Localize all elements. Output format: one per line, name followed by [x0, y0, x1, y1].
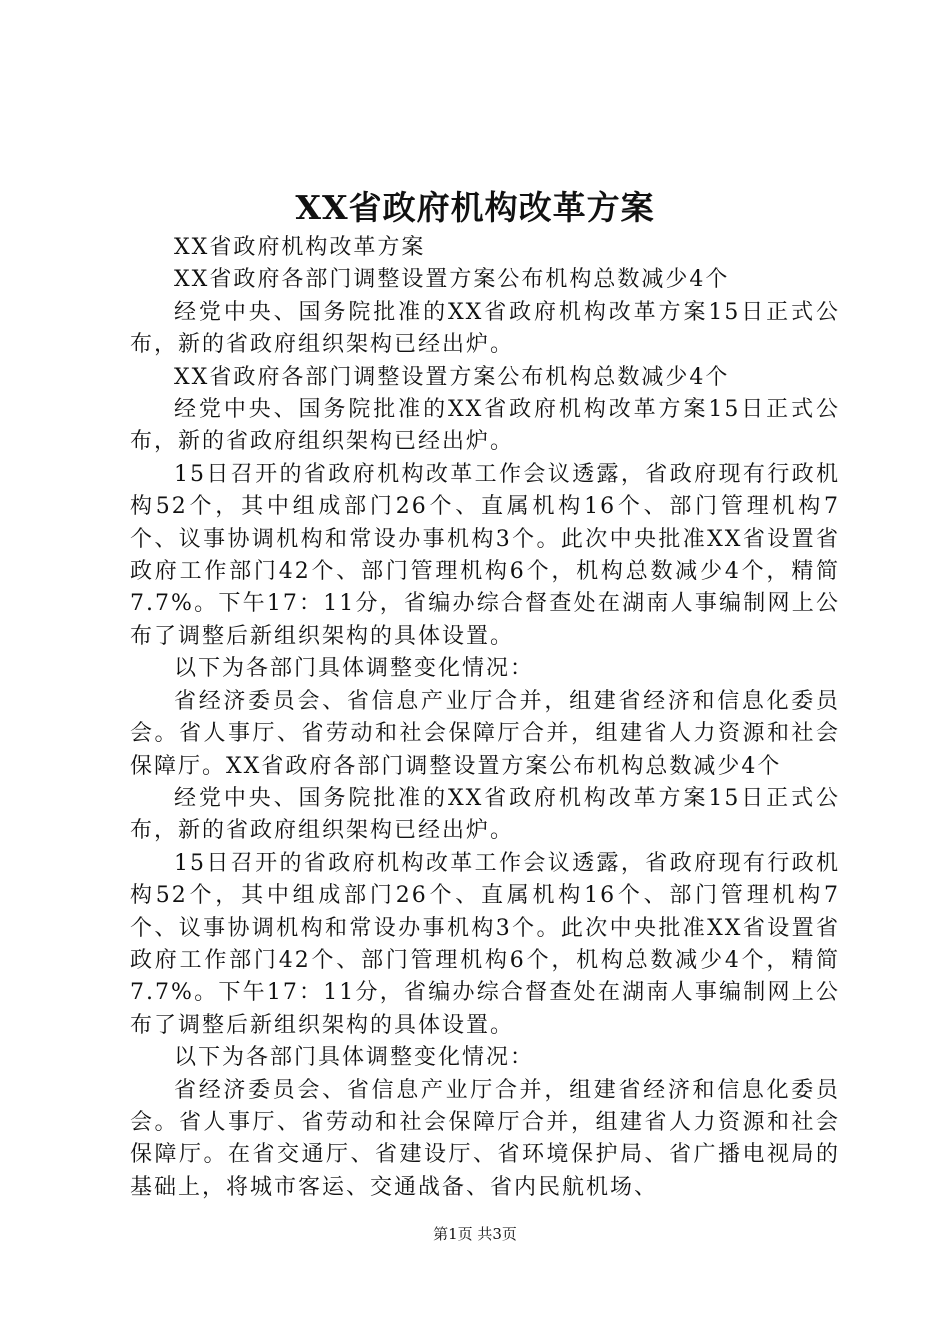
paragraph: XX省政府机构改革方案: [174, 235, 426, 260]
paragraph: 以下为各部门具体调整变化情况：: [174, 1045, 535, 1071]
paragraph: 经党中央、国务院批准的XX省政府机构改革方案15日正式公布，新的省政府组织架构已经出炉。: [130, 397, 840, 455]
document-body: [130, 232, 840, 1204]
paragraph: 以下为各部门具体调整变化情况：: [174, 656, 535, 682]
paragraph: 15日召开的省政府机构改革工作会议透露，省政府现有行政机构52个，其中组成部门26个、直属机构16个、部门管理机构7个、议事协调机构和常设办事机构3个。此次中央批准XX省设置省政府工作部门42个、部门管理机构6个，机构总数减少4个，精简7.7%。下午17：11分，省编办综合督查处在湖南人事编制网上公布了调整后新组织架构的具体设置。: [130, 461, 840, 649]
paragraph: XX省政府各部门调整设置方案公布机构总数减少4个: [174, 267, 730, 293]
page-footer: 第1页 共3页: [433, 1225, 517, 1243]
paragraph: 经党中央、国务院批准的XX省政府机构改革方案15日正式公布，新的省政府组织架构已经出炉。: [130, 785, 840, 844]
paragraph: 省经济委员会、省信息产业厅合并，组建省经济和信息化委员会。省人事厅、省劳动和社会保障厅合并，组建省人力资源和社会保障厅。在省交通厅、省建设厅、省环境保护局、省广播电视局的基础上，将城市客运、交通战备、省内民航机场、: [130, 1077, 840, 1200]
paragraph: 省经济委员会、省信息产业厅合并，组建省经济和信息化委员会。省人事厅、省劳动和社会保障厅合并，组建省人力资源和社会保障厅。XX省政府各部门调整设置方案公布机构总数减少4个: [130, 688, 840, 779]
paragraph: 15日召开的省政府机构改革工作会议透露，省政府现有行政机构52个，其中组成部门26个、直属机构16个、部门管理机构7个、议事协调机构和常设办事机构3个。此次中央批准XX省设置省政府工作部门42个、部门管理机构6个，机构总数减少4个，精简7.7%。下午17：11分，省编办综合督查处在湖南人事编制网上公布了调整后新组织架构的具体设置。: [130, 850, 840, 1038]
page-title: XX省政府机构改革方案: [295, 188, 655, 227]
paragraph: XX省政府各部门调整设置方案公布机构总数减少4个: [174, 364, 730, 390]
paragraph: 经党中央、国务院批准的XX省政府机构改革方案15日正式公布，新的省政府组织架构已经出炉。: [130, 299, 840, 358]
